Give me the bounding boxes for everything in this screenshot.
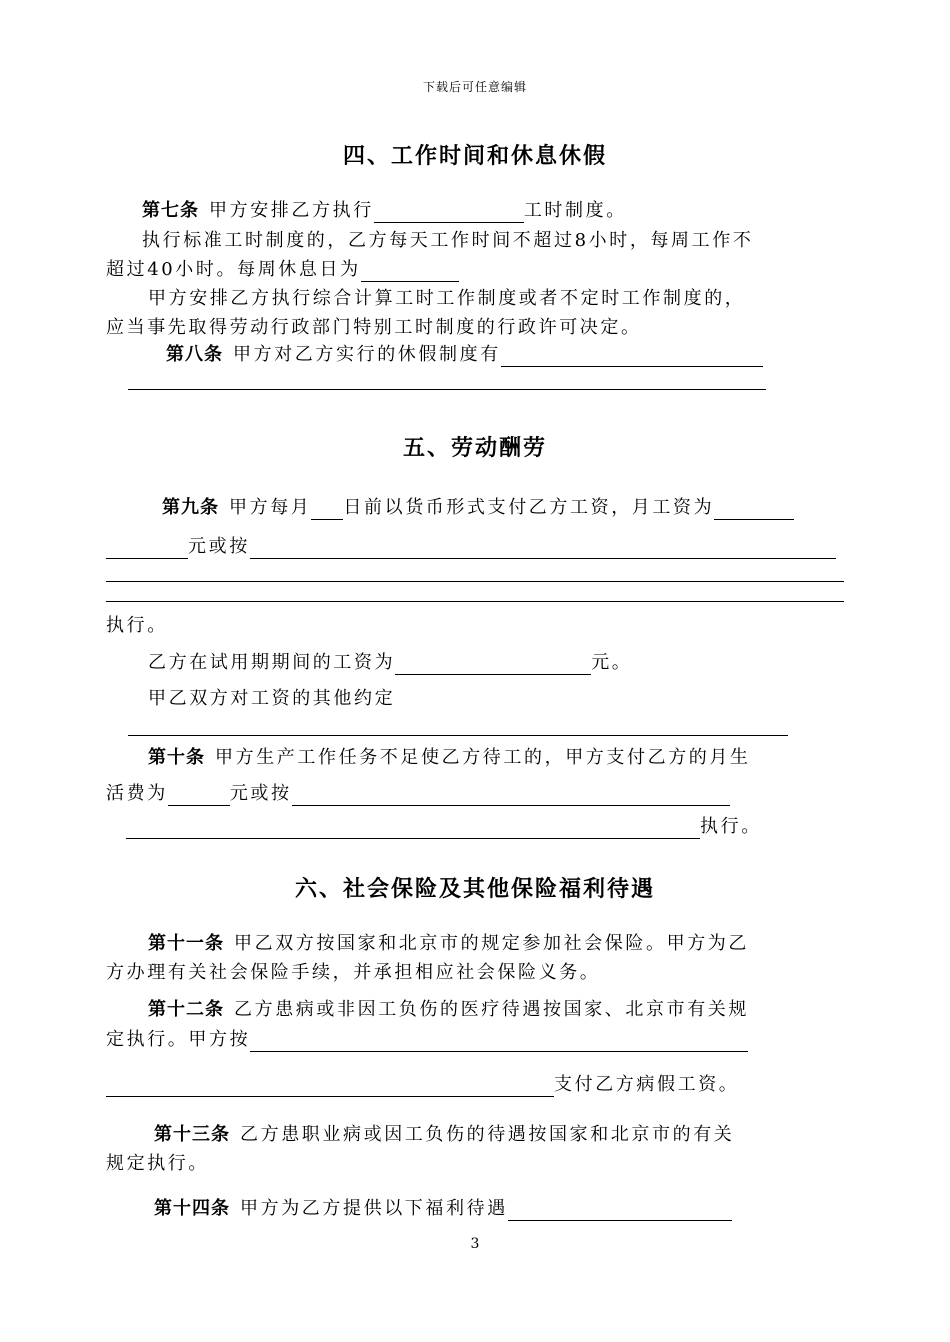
article-11-line-1: 甲乙双方按国家和北京市的规定参加社会保险。甲方为乙 [234, 933, 749, 954]
article-12-line-3 [106, 1073, 739, 1097]
standard-hours-line-2 [106, 258, 459, 282]
article-9-line-2 [106, 535, 836, 559]
wage-basis-blank-line-2[interactable] [106, 581, 844, 582]
article-12-text-b: 支付乙方病假工资。 [554, 1074, 740, 1095]
article-11-line-2: 方办理有关社会保险手续，并承担相应社会保险义务。 [106, 962, 601, 983]
article-7-text-a: 甲方安排乙方执行 [209, 200, 374, 221]
article-9 [162, 496, 794, 520]
article-14 [154, 1197, 732, 1221]
probation-wage-text-a: 乙方在试用期期间的工资为 [148, 652, 396, 673]
allowance-basis-blank[interactable] [292, 785, 730, 806]
article-9-text-a: 甲方每月 [229, 497, 312, 518]
article-9-text-d: 执行。 [106, 615, 168, 636]
section-title-4: 四、工作时间和休息休假 [342, 144, 607, 169]
monthly-wage-blank-cont[interactable] [106, 538, 188, 559]
article-10-text-c: 执行。 [700, 816, 762, 837]
article-8-text: 甲方对乙方实行的休假制度有 [233, 344, 501, 365]
wage-basis-blank-line-3[interactable] [106, 601, 844, 602]
article-11-label: 第十一条 [148, 933, 224, 954]
allowance-basis-blank-cont[interactable] [126, 818, 700, 839]
article-12-label: 第十二条 [148, 999, 224, 1020]
article-10-line-1: 甲方生产工作任务不足使乙方待工的，甲方支付乙方的月生 [215, 747, 751, 768]
article-7 [142, 199, 627, 223]
article-7-text-b: 工时制度。 [523, 200, 627, 221]
article-14-label: 第十四条 [154, 1198, 230, 1219]
other-wage-agreement: 甲乙双方对工资的其他约定 [148, 688, 396, 709]
article-10 [148, 746, 751, 770]
leave-system-blank-line-2[interactable] [128, 389, 766, 390]
article-10-line-3 [126, 815, 762, 839]
other-wage-agreement-blank[interactable] [128, 735, 788, 736]
article-10-line-2 [106, 782, 730, 806]
special-hours-line-1: 甲方安排乙方执行综合计算工时工作制度或者不定时工作制度的， [148, 288, 746, 309]
sick-pay-basis-blank-cont[interactable] [106, 1076, 554, 1097]
sick-pay-basis-blank[interactable] [250, 1031, 748, 1052]
article-12-line-2 [106, 1028, 748, 1052]
article-13-line-1: 乙方患职业病或因工负伤的待遇按国家和北京市的有关 [240, 1124, 735, 1145]
header-note: 下载后可任意编辑 [422, 80, 527, 94]
section-title-6: 六、社会保险及其他保险福利待遇 [294, 877, 655, 902]
weekly-rest-day-blank[interactable] [361, 261, 459, 282]
special-hours-line-2: 应当事先取得劳动行政部门特别工时制度的行政许可决定。 [106, 317, 642, 338]
article-8-label: 第八条 [166, 344, 223, 365]
article-9-text-c: 元或按 [188, 536, 250, 557]
article-8 [166, 343, 763, 367]
probation-wage [148, 651, 632, 675]
living-allowance-blank[interactable] [168, 785, 230, 806]
article-14-text: 甲方为乙方提供以下福利待遇 [240, 1198, 508, 1219]
article-9-text-b: 日前以货币形式支付乙方工资，月工资为 [343, 497, 715, 518]
article-13-label: 第十三条 [154, 1124, 230, 1145]
pay-day-blank[interactable] [311, 499, 343, 520]
article-10-text-a: 活费为 [106, 783, 168, 804]
monthly-wage-blank[interactable] [714, 499, 794, 520]
article-12-text-a: 定执行。甲方按 [106, 1029, 251, 1050]
section-title-5: 五、劳动酬劳 [402, 436, 547, 461]
wage-basis-blank[interactable] [250, 538, 836, 559]
article-11 [148, 932, 749, 956]
article-12-line-1: 乙方患病或非因工负伤的医疗待遇按国家、北京市有关规 [234, 999, 749, 1020]
article-13 [154, 1123, 734, 1147]
work-hour-system-blank[interactable] [374, 202, 524, 223]
standard-hours-line-2-text: 超过40小时。每周休息日为 [106, 259, 361, 280]
page-number: 3 [470, 1236, 480, 1252]
standard-hours-line-1: 执行标准工时制度的，乙方每天工作时间不超过8小时，每周工作不 [142, 230, 754, 251]
probation-wage-text-b: 元。 [591, 652, 633, 673]
article-10-text-b: 元或按 [229, 783, 292, 804]
welfare-benefits-blank[interactable] [508, 1200, 732, 1221]
probation-wage-blank[interactable] [395, 654, 591, 675]
article-9-label: 第九条 [162, 497, 219, 518]
article-10-label: 第十条 [148, 747, 205, 768]
article-7-label: 第七条 [142, 200, 199, 221]
article-13-line-2: 规定执行。 [106, 1153, 209, 1174]
article-12 [148, 998, 749, 1022]
leave-system-blank[interactable] [501, 346, 763, 367]
